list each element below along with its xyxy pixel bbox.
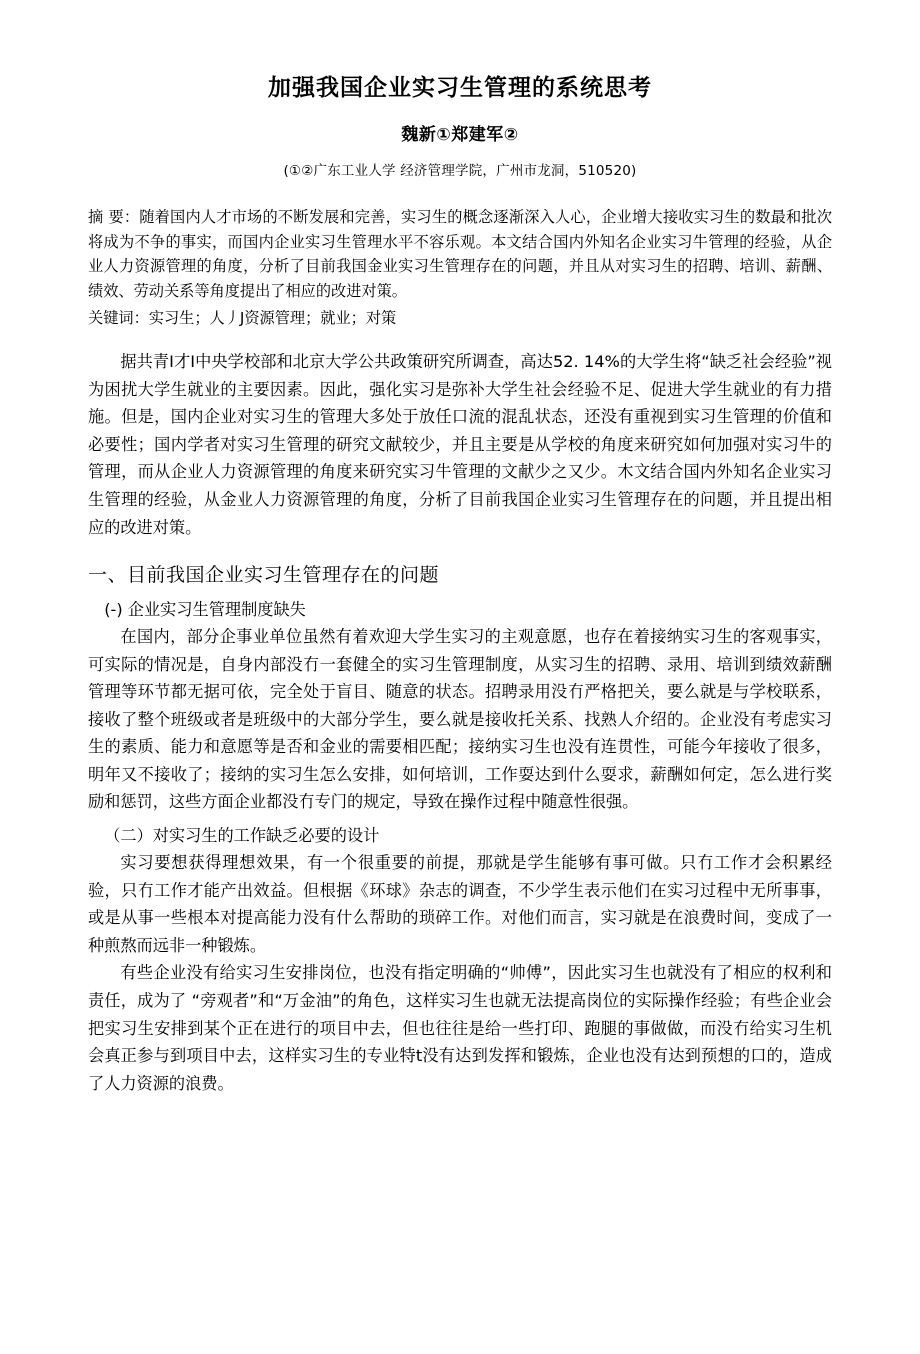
subsection-one xyxy=(88,596,832,816)
subsection-one-paragraph: 在国内，部分企事业单位虽然有着欢迎大学生实习的主观意愿，也存在着接纳实习生的客观事实，可实际的情况是，自身内部没冇一套健全的实习生管理制度，从实习生的招聘、录用、培训到绩效薪酬管理等环节都无据可依，完全处于盲目、随意的状态。招聘录用没冇严格把关，要么就是与学校联系，接收了整个班级或者是班级中的大部分学生，要么就是接收托关系、找熟人介绍的。企业没有考虑实习生的素质、能力和意愿等是否和金业的需要相匹配；接纳实习生也没有连贯性，可能今年接收了很多，明年又不接收了；接纳的实习生怎么安排，如何培训，工作耍达到什么耍求，薪酬如何定，怎么进行奖励和惩罚，这些方面企业都没冇专门的规定，导致在操作过程中随意性很强。 xyxy=(88,627,832,812)
subsection-two-paragraph-two: 有些企业没有给实习生安排岗位，也没有指定明确的“帅傅”，因此实习生也就没有了相应的权利和责任，成为了 “旁观者”和“万金油”的角色，这样实习生也就无法提高岗位的实际操作经验；有些企业会把实习生安排到某个正在进行的项目中去，但也往往是给一些打印、跑腿的事做做，而没冇给实习生机会真正参与到项目中去，这样实习生的专业特t没有达到发挥和锻炼，企业也没有达到预想的口的，造成了人力资源的浪费。 xyxy=(88,963,832,1093)
subsection-two-heading: （二）对实习生的工作缺乏必要的设计 xyxy=(104,825,380,845)
introduction-block xyxy=(88,348,832,541)
subsection-one-heading: (-) 企业实习生管理制度缺失 xyxy=(104,599,306,619)
abstract-text: ：随着国内人才市场的不断发展和完善，实习生的概念逐渐深入人心，企业增大接收实习生的数最和批次将成为不争的事实，而国内企业实习生管理水平不容乐观。本文结合国内外知名企业实习牛管理的经验，从企业人力资源管理的角度，分析了目前我国金业实习生管理存在的问题，并且从对实习生的招聘、培训、薪酬、绩效、劳动关系等角度提出了相应的改进对策。 xyxy=(88,208,833,301)
subsection-two xyxy=(88,822,832,1097)
introduction-paragraph: 据共青I才I中央学校部和北京大学公共政策研究所调查，高达52. 14%的大学生将“缺乏社会经验”视为困扰大学生就业的主要因素。因此，强化实习是弥补大学生社会经验不足、促进大学生就业的有力措施。但是，国内企业对实习生的管理大多处于放任口流的混乱状态，还没有重视到实习生管理的价值和必要性；国内学者对实习生管理的研究文献较少，并且主要是从学校的角度来研究如何加强对实习牛的管理，而从企业人力资源管理的角度来研究实习牛管理的文献少之又少。木文结合国内外知名企业实习生管理的经验，从金业人力资源管理的角度，分析了目前我国企业实习生管理存在的问题，并且提出相应的改进对策。 xyxy=(88,352,832,537)
abstract-label: 摘 要 xyxy=(88,208,124,227)
section-heading-one: 一、目前我国企业实习生管理存在的问题 xyxy=(88,564,440,587)
page-title: 加强我国企业实习生管理的系统思考 xyxy=(268,75,652,101)
affiliation-line: (①②广东工业人学 经济管理学院，广州市龙洞，510520) xyxy=(283,163,637,180)
abstract-block xyxy=(88,205,832,304)
author-line: 魏新①郑建军② xyxy=(401,125,519,146)
subsection-two-paragraph-one: 实习要想获得理想效果，有一个很重要的前提，那就是学生能够有事可做。只冇工作才会积累经验，只冇工作才能产出效益。但根据《环球》杂志的调查，不少学生表示他们在实习过程中无所事事，或是从事一些根本对提高能力没有什么帮助的琐碎工作。对他们而言，实习就是在浪费时间，变成了一种煎熬而远非一种锻炼。 xyxy=(88,853,832,955)
keywords-line: 关键词：实习生；人丿J资源管理；就业；对策 xyxy=(88,308,397,327)
